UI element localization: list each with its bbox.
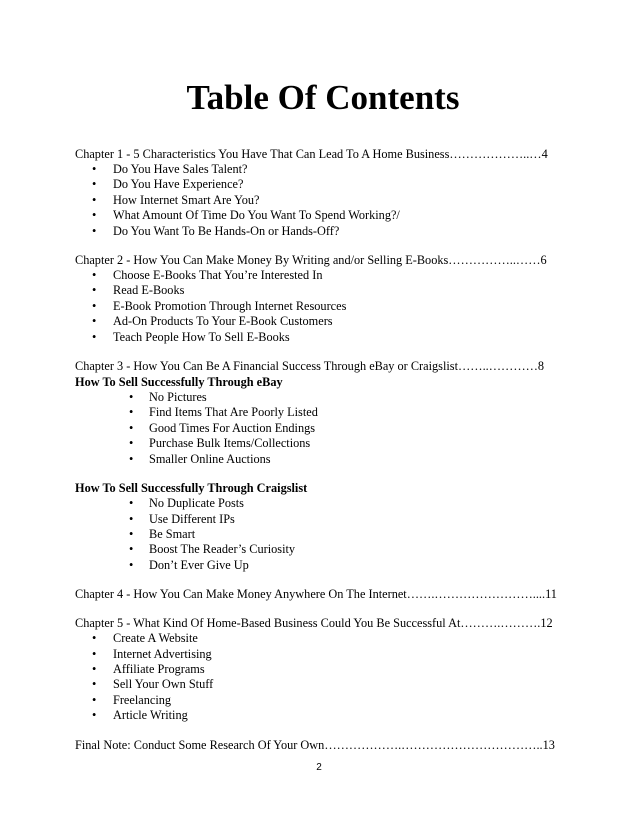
bullet-icon: •: [129, 526, 134, 541]
bullet-icon: •: [92, 677, 97, 692]
toc-chapter-1[interactable]: Chapter 1 - 5 Characteristics You Have That Can Lead To A Home Business………………..…4: [75, 147, 548, 161]
chapter-1-subtopics: [75, 162, 565, 239]
bullet-icon: •: [92, 283, 97, 298]
toc-chapter-4[interactable]: Chapter 4 - How You Can Make Money Anywhere On The Internet…….……………………....11: [75, 587, 557, 602]
bullet-icon: •: [92, 314, 97, 329]
list-item: • Freelancing: [92, 692, 172, 707]
bullet-icon: •: [92, 631, 97, 646]
list-item: • Boost The Reader’s Curiosity: [129, 542, 296, 557]
list-item: • Good Times For Auction Endings: [129, 420, 316, 435]
list-item: • What Amount Of Time Do You Want To Spend Working?/: [92, 208, 400, 223]
list-item: • Internet Advertising: [92, 646, 212, 661]
bullet-icon: •: [129, 557, 134, 572]
list-item: • Article Writing: [92, 708, 188, 723]
list-item: • Create A Website: [92, 631, 198, 646]
toc-page: [75, 78, 565, 753]
bullet-icon: •: [92, 646, 97, 661]
bullet-icon: •: [92, 208, 97, 223]
bullet-icon: •: [129, 436, 134, 451]
list-item: • Be Smart: [129, 526, 196, 541]
list-item: • Use Different IPs: [129, 511, 235, 526]
list-item: • Affiliate Programs: [92, 661, 205, 676]
bullet-icon: •: [92, 177, 97, 192]
list-item: • No Pictures: [129, 390, 207, 405]
list-item: • E-Book Promotion Through Internet Resources: [92, 298, 347, 313]
bullet-icon: •: [92, 661, 97, 676]
craigslist-subtopics: [75, 496, 565, 573]
section-heading-craigslist: How To Sell Successfully Through Craigslist: [75, 481, 308, 496]
toc-chapter-3[interactable]: Chapter 3 - How You Can Be A Financial Success Through eBay or Craigslist……..…………8: [75, 359, 545, 374]
bullet-icon: •: [129, 420, 134, 435]
bullet-icon: •: [92, 298, 97, 313]
list-item: • Ad-On Products To Your E-Book Customers: [92, 314, 333, 329]
bullet-icon: •: [92, 708, 97, 723]
bullet-icon: •: [129, 542, 134, 557]
bullet-icon: •: [92, 223, 97, 238]
bullet-icon: •: [129, 511, 134, 526]
list-item: • Read E-Books: [92, 283, 185, 298]
list-item: • Do You Have Experience?: [92, 177, 244, 192]
section-heading-ebay: How To Sell Successfully Through eBay: [75, 375, 283, 390]
list-item: • Do You Have Sales Talent?: [92, 162, 248, 176]
list-item: • Don’t Ever Give Up: [129, 557, 249, 572]
list-item: • Find Items That Are Poorly Listed: [129, 405, 318, 420]
list-item: • Sell Your Own Stuff: [92, 677, 214, 692]
list-item: • Teach People How To Sell E-Books: [92, 329, 290, 344]
chapter-2-subtopics: [75, 268, 565, 345]
page-title: Table Of Contents: [186, 78, 460, 117]
list-item: • Smaller Online Auctions: [129, 451, 271, 466]
bullet-icon: •: [129, 496, 134, 511]
bullet-icon: •: [92, 162, 97, 176]
ebay-subtopics: [75, 390, 565, 467]
list-item: • Choose E-Books That You’re Interested In: [92, 268, 323, 283]
bullet-icon: •: [129, 405, 134, 420]
toc-final-note[interactable]: Final Note: Conduct Some Research Of Your Own……………….……………………………..13: [75, 737, 555, 752]
bullet-icon: •: [92, 329, 97, 344]
toc-chapter-2[interactable]: Chapter 2 - How You Can Make Money By Writing and/or Selling E-Books……………..……6: [75, 253, 547, 268]
list-item: • How Internet Smart Are You?: [92, 192, 260, 207]
page-number: 2: [316, 762, 322, 773]
bullet-icon: •: [129, 390, 134, 405]
bullet-icon: •: [92, 692, 97, 707]
bullet-icon: •: [92, 268, 97, 283]
list-item: • Purchase Bulk Items/Collections: [129, 436, 311, 451]
list-item: • No Duplicate Posts: [129, 496, 244, 511]
toc-chapter-5[interactable]: Chapter 5 - What Kind Of Home-Based Business Could You Be Successful At……….……….12: [75, 616, 553, 631]
list-item: • Do You Want To Be Hands-On or Hands-Off?: [92, 223, 340, 238]
bullet-icon: •: [129, 451, 134, 466]
chapter-5-subtopics: [75, 631, 565, 723]
bullet-icon: •: [92, 192, 97, 207]
